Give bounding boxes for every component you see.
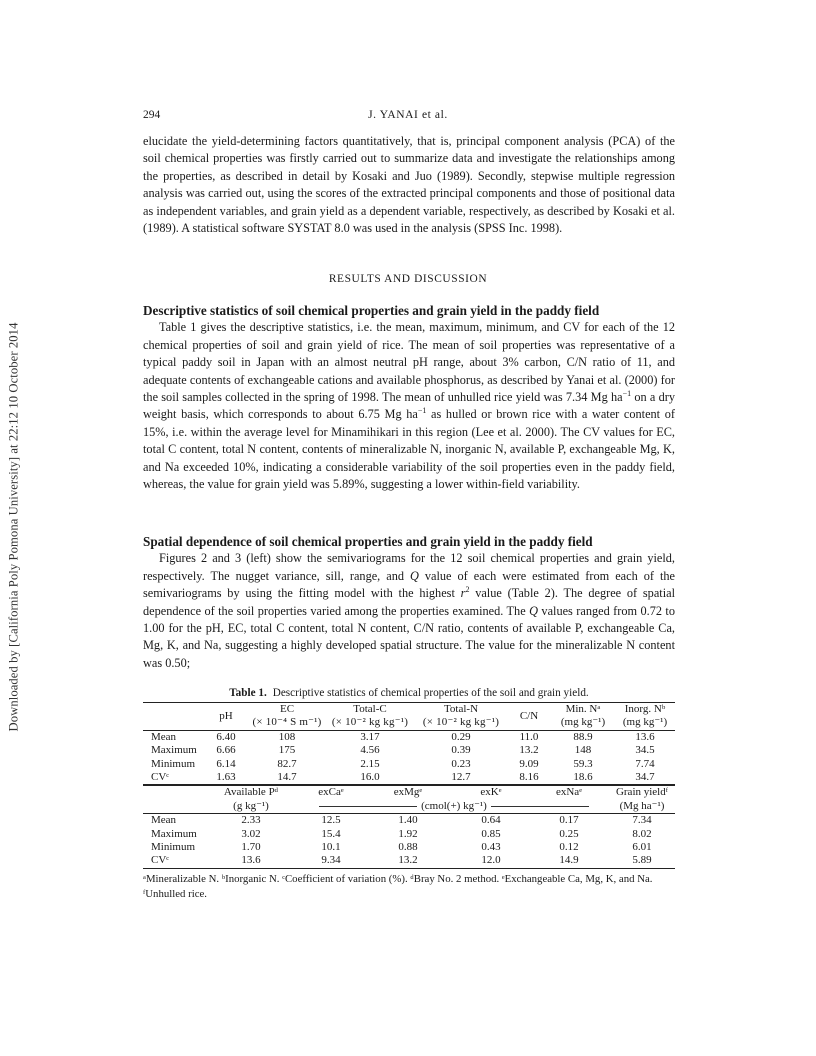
table-cell: 14.9: [559, 854, 579, 867]
table-row: [143, 730, 675, 744]
col-header: exMgᵉ: [393, 786, 423, 799]
table-cell: 8.02: [632, 827, 652, 840]
table-cell: 13.2: [519, 744, 539, 757]
table-cell: 13.6: [241, 854, 261, 867]
table-cell: 0.25: [559, 827, 579, 840]
table-cell: 0.17: [559, 814, 579, 827]
running-head: J. YANAI et al.: [368, 109, 448, 121]
table-1: [143, 687, 675, 902]
shared-unit: (cmol(+) kg⁻¹): [299, 800, 609, 814]
table-cell: 4.56: [360, 744, 380, 757]
col-header: pH: [219, 709, 233, 722]
intro-text: elucidate the yield-determining factors quantitatively, that is, principal component analysis (PCA) of the soil chemical properties was firstly carried out to summarize data and investigate the relationships among the properties, as described in detail by Kosaki and Juo (1989). Secondly, stepwise multiple regression analysis was carried out, using the scores of the extracted principal components and those of positional data as independent variables, and grain yield as a dependent variable, respectively, as described by Kosaki et al. (1989). A statistical software SYSTAT 8.0 was used in the analysis (SPSS Inc. 1998).: [143, 134, 675, 236]
stats-table-part2: [143, 785, 675, 868]
col-header: Inorg. Nᵇ (mg kg⁻¹): [622, 703, 668, 729]
superscript: 2: [465, 585, 470, 595]
table-cell: 88.9: [573, 730, 593, 743]
table-cell: 1.40: [398, 814, 418, 827]
table-cell: 9.34: [321, 854, 341, 867]
subsection-title: Spatial dependence of soil chemical properties and grain yield in the paddy field: [143, 534, 593, 549]
table-cell: 0.39: [451, 744, 471, 757]
table-cell: 14.7: [277, 771, 297, 784]
download-watermark: Downloaded by [California Poly Pomona University] at 22:12 10 October 2014: [6, 322, 21, 732]
text-run: on a dry weight basis, which corresponds to about 6.75 Mg ha: [143, 390, 675, 422]
table-cell: 0.29: [451, 730, 471, 743]
table-caption-text: Descriptive statistics of chemical properties of the soil and grain yield.: [272, 687, 589, 699]
row-label: Mean: [151, 814, 177, 827]
table-cell: 6.01: [632, 841, 652, 854]
table-cell: 0.23: [451, 757, 471, 770]
table-cell: 12.5: [321, 814, 341, 827]
col-header: exNaᵉ: [555, 786, 583, 799]
table-cell: 12.0: [481, 854, 501, 867]
col-header: Grain yieldᶠ: [615, 786, 669, 799]
table-cell: 0.43: [481, 841, 501, 854]
table-cell: 2.15: [360, 757, 380, 770]
table-row: [143, 854, 675, 868]
col-header: EC (× 10⁻⁴ S m⁻¹): [252, 703, 322, 729]
text-run: as hulled or brown rice with a water content of 15%, i.e. within the average level for Minamihikari in this region (Lee et al. 2000). The CV values for EC, total C content, total N content, contents of mineralizable N, inorganic N, available P, exchangeable Mg, K, and Na exceeded 10%, indicating a considerable variability of the soil properties even in the paddy field, whereas, the value for grain yield was 5.89%, suggesting a lower within-field variability.: [143, 407, 675, 492]
col-header: Total-C (× 10⁻² kg kg⁻¹): [331, 703, 409, 729]
superscript: −1: [417, 406, 427, 416]
page-number: 294: [143, 109, 161, 121]
text-run: value of each were estimated from each of the semivariograms by using the fitting model with the highest: [143, 568, 675, 601]
symbol-r: r: [460, 586, 466, 601]
col-header: Total-N (× 10⁻² kg kg⁻¹): [422, 703, 500, 729]
table-cell: 1.63: [216, 771, 236, 784]
table-cell: 59.3: [573, 757, 593, 770]
table-cell: 16.0: [360, 771, 380, 784]
subsection-spatial: [143, 533, 675, 672]
table-cell: 0.85: [481, 827, 501, 840]
table-cell: 175: [278, 744, 296, 757]
table-unit-row: [143, 800, 675, 814]
col-header: C/N: [519, 709, 539, 722]
table-cell: 2.33: [241, 814, 261, 827]
table-row: [143, 744, 675, 757]
table-cell: 12.7: [451, 771, 471, 784]
unit: (Mg ha⁻¹): [619, 799, 665, 812]
unit: (g kg⁻¹): [233, 799, 269, 812]
table-cell: 6.40: [216, 730, 236, 743]
table-cell: 13.6: [635, 730, 655, 743]
table-cell: 148: [574, 744, 592, 757]
row-label: CVᶜ: [151, 854, 170, 867]
table-cell: 1.92: [398, 827, 418, 840]
row-label: Mean: [151, 730, 177, 743]
table-header-row: [143, 786, 675, 800]
table-cell: 15.4: [321, 827, 341, 840]
table-cell: 3.17: [360, 730, 380, 743]
table-footnote: ᵃMineralizable N. ᵇInorganic N. ᶜCoefficient of variation (%). ᵈBray No. 2 method. ᵉExchangeable Ca, Mg, K, and Na. ᶠUnhulled rice.: [143, 872, 653, 900]
table-row: [143, 758, 675, 771]
table-row: [143, 814, 675, 828]
table-cell: 13.2: [398, 854, 418, 867]
superscript: −1: [622, 388, 632, 398]
subsection-title: Descriptive statistics of soil chemical properties and grain yield in the paddy field: [143, 303, 600, 318]
page-header: [0, 109, 816, 129]
col-header: exCaᵉ: [318, 786, 344, 799]
table-header-row: [143, 703, 675, 731]
table-cell: 10.1: [321, 841, 341, 854]
table-cell: 0.12: [559, 841, 579, 854]
row-label: Maximum: [151, 827, 197, 840]
table-cell: 7.34: [632, 814, 652, 827]
table-cell: 6.14: [216, 757, 236, 770]
row-label: Minimum: [151, 757, 196, 770]
table-cell: 82.7: [277, 757, 297, 770]
table-cell: 7.74: [635, 757, 655, 770]
text-run: Table 1 gives the descriptive statistics, i.e. the mean, maximum, minimum, and CV for each of the 12 chemical properties of soil and grain yield of rice. The mean of soil properties was representative of a typical paddy soil in Japan with an almost neutral pH range, about 3% carbon, C/N ratio of 11, and adequate contents of exchangeable cations and available phosphorus, as described by Yanai et al. (2000) for the soil samples collected in the spring of 1998. The mean of unhulled rice yield was 7.34 Mg ha: [143, 320, 675, 405]
paragraph: [143, 550, 675, 672]
text-run: Figures 2 and 3 (left) show the semivariograms for the 12 soil chemical properties and grain yield, respectively. The nugget variance, sill, range, and: [143, 551, 675, 583]
table-cell: 34.5: [635, 744, 655, 757]
table-cell: 6.66: [216, 744, 236, 757]
paragraph: [143, 319, 675, 493]
row-label: CVᶜ: [151, 771, 170, 784]
col-header: exKᵉ: [480, 786, 502, 799]
table-row: [143, 828, 675, 841]
table-label: Table 1.: [229, 687, 267, 699]
col-header: Min. Nᵃ (mg kg⁻¹): [560, 703, 606, 729]
table-cell: 34.7: [635, 771, 655, 784]
table-cell: 5.89: [632, 854, 652, 867]
table-caption: [143, 687, 675, 699]
table-row: [143, 841, 675, 854]
table-cell: 9.09: [519, 757, 539, 770]
symbol-q: Q: [529, 603, 538, 618]
row-label: Maximum: [151, 744, 197, 757]
table-cell: 0.88: [398, 841, 418, 854]
table-cell: 1.70: [241, 841, 261, 854]
subsection-descriptive: [143, 302, 675, 493]
text-run: value (Table 2). The degree of spatial dependence of the soil properties varied among the properties examined. The: [143, 586, 675, 618]
symbol-q: Q: [410, 568, 419, 583]
stats-table: [143, 702, 675, 785]
row-label: Minimum: [151, 841, 196, 854]
table-cell: 8.16: [519, 771, 539, 784]
table-cell: 108: [278, 730, 296, 743]
table-cell: 11.0: [519, 730, 539, 743]
intro-paragraph: [143, 133, 675, 237]
table-cell: 18.6: [573, 771, 593, 784]
col-header: Available Pᵈ: [223, 786, 279, 799]
text-run: values ranged from 0.72 to 1.00 for the pH, EC, total C content, total N content, C/N ratio, contents of available P, exchangeable Ca, Mg, K, and Na, suggesting a highly developed spatial structure. The value for the mineralizable N content was 0.50;: [143, 603, 675, 670]
table-cell: 3.02: [241, 827, 261, 840]
table-cell: 0.64: [481, 814, 501, 827]
section-title: RESULTS AND DISCUSSION: [328, 273, 488, 285]
table-row: [143, 771, 675, 785]
